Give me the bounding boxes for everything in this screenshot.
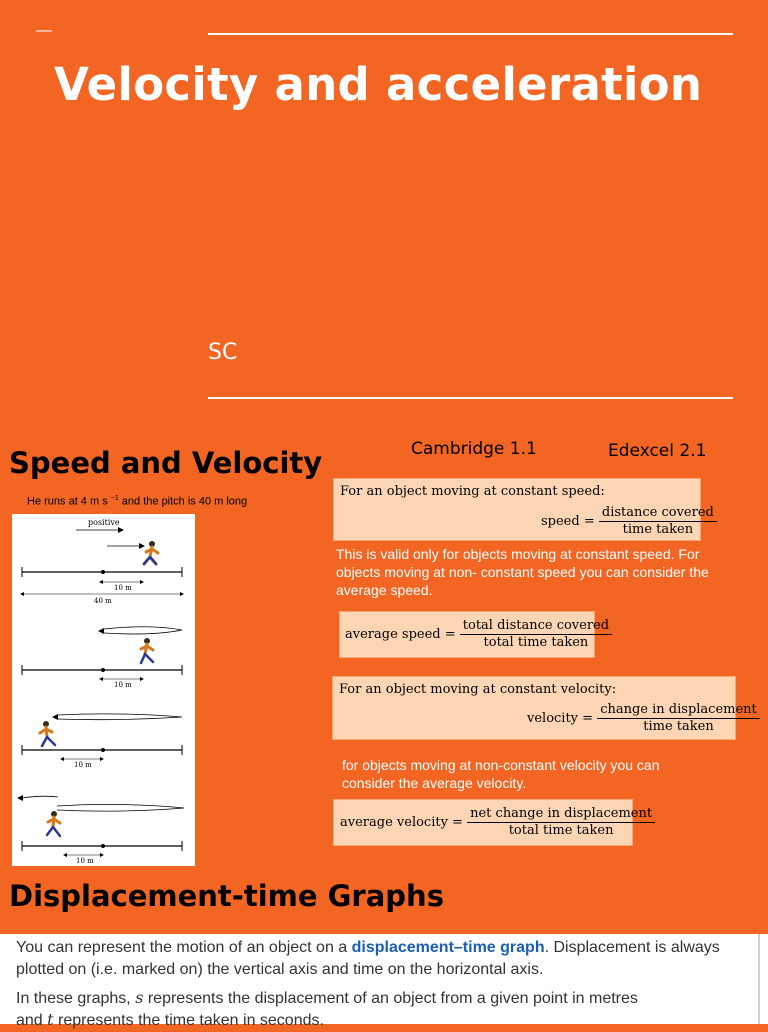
runner-icon-1 [144, 541, 158, 564]
avg-velocity-denominator: total time taken [508, 823, 614, 838]
run-arrow-3 [57, 714, 182, 720]
textbox-line-3-pre: In these graphs, [16, 990, 136, 1007]
textbox-line-4 [16, 1009, 324, 1032]
edexcel-ref: Edexcel 2.1 [608, 441, 707, 461]
slide-title: Velocity and acceleration [54, 58, 703, 111]
displacement-time-graph-term: displacement–time graph [351, 939, 545, 956]
textbox-line-3-post: represents the displacement of an object from a given point in metres [143, 990, 638, 1007]
textbox-edge [758, 934, 760, 1024]
speed-velocity-heading: Speed and Velocity [9, 446, 323, 480]
speed-formula-box [333, 478, 714, 541]
runner-icon-2 [141, 638, 153, 663]
textbox-line-4-post: represents the time taken in seconds. [53, 1012, 324, 1029]
avg-speed-formula-box [339, 611, 610, 658]
slide-dash: — [36, 22, 52, 39]
run-arrow-4a [22, 796, 58, 798]
textbox-line-1-post: . Displacement is always [544, 939, 720, 956]
ten-m-label-4: 10 m [76, 857, 94, 865]
forty-m-label: 40 m [94, 597, 112, 605]
run-arrow-4b [57, 804, 184, 811]
ten-m-label-1: 10 m [114, 584, 132, 592]
symbol-s: s [135, 988, 144, 1007]
speed-note: This is valid only for objects moving at constant speed. For objects moving at non- constant speed you can consider the average speed. [336, 546, 709, 598]
textbox-line-4-pre: and [16, 1012, 48, 1029]
speed-fraction [599, 505, 717, 538]
ten-m-label-2: 10 m [114, 681, 132, 689]
velocity-denominator: time taken [643, 719, 714, 734]
avg-speed-lhs: average speed = [345, 627, 456, 642]
textbox-line-1-pre: You can represent the motion of an object on a [16, 939, 352, 956]
speed-numerator: distance covered [599, 505, 717, 522]
avg-velocity-numerator: net change in displacement [467, 806, 655, 823]
speed-denominator: time taken [622, 522, 694, 537]
velocity-lhs: velocity = [527, 711, 594, 726]
symbol-t: t [47, 1010, 54, 1029]
velocity-formula-box [332, 676, 757, 740]
runner-note [27, 495, 247, 508]
avg-velocity-lhs: average velocity = [340, 815, 463, 830]
speed-intro: For an object moving at constant speed: [340, 484, 605, 499]
top-divider [208, 33, 733, 35]
avg-speed-denominator: total time taken [483, 635, 589, 650]
textbox-line-3 [16, 987, 638, 1010]
velocity-numerator: change in displacement [597, 702, 760, 719]
velocity-intro: For an object moving at constant velocity: [339, 682, 617, 697]
speed-lhs: speed = [541, 514, 595, 529]
run-arrow-2 [104, 627, 182, 634]
ten-m-label-3: 10 m [74, 761, 92, 769]
runner-diagram [12, 514, 195, 866]
avg-speed-fraction [460, 618, 612, 651]
runner-note-pre: He runs at 4 m s [27, 495, 111, 508]
displacement-textbox [0, 934, 768, 1029]
slide-subtitle: SC [208, 340, 238, 365]
runner-icon-3 [40, 721, 55, 746]
runner-note-post: and the pitch is 40 m long [118, 495, 248, 508]
avg-velocity-formula-box [333, 799, 653, 846]
runner-note-sup: −1 [110, 495, 119, 502]
bottom-divider [208, 397, 733, 399]
textbox-line-1 [16, 937, 720, 959]
positive-label: positive [88, 518, 120, 527]
velocity-fraction [597, 702, 760, 735]
avg-velocity-fraction [467, 806, 655, 839]
avg-speed-numerator: total distance covered [460, 618, 612, 635]
runner-figure [12, 514, 195, 866]
textbox-line-2: plotted on (i.e. marked on) the vertical axis and time on the horizontal axis. [16, 961, 544, 978]
velocity-note: for objects moving at non-constant velocity you can consider the average velocity. [342, 757, 660, 791]
runner-icon-4 [47, 811, 60, 836]
displacement-time-heading: Displacement-time Graphs [9, 879, 444, 913]
cambridge-ref: Cambridge 1.1 [411, 439, 537, 459]
